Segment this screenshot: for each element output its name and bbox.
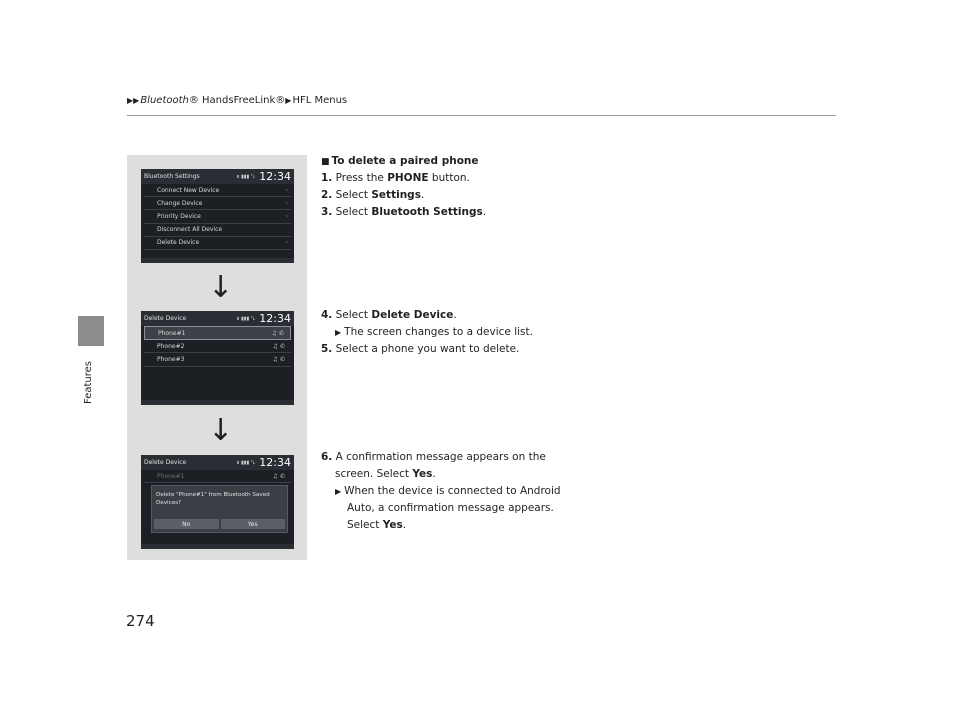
menu-item-delete-device[interactable] bbox=[144, 237, 291, 250]
music-phone-icon: ♫ ✆ bbox=[272, 342, 285, 350]
device-label: Phone#1 bbox=[158, 329, 186, 337]
step-text: Press the bbox=[335, 172, 388, 184]
step-bold: Yes bbox=[412, 468, 433, 480]
step-6-note-cont2 bbox=[321, 517, 561, 534]
breadcrumb-part-3: HFL Menus bbox=[292, 95, 348, 106]
confirm-dialog bbox=[151, 485, 288, 533]
down-arrow-icon: ↓ bbox=[208, 270, 234, 305]
screen-clock: 12:34 bbox=[259, 456, 291, 469]
step-text: A confirmation message appears on the bbox=[335, 451, 546, 463]
screen-header bbox=[141, 455, 294, 470]
step-text: Select bbox=[335, 309, 372, 321]
step-4 bbox=[321, 307, 533, 324]
result-text: The screen changes to a device list. bbox=[344, 326, 533, 338]
step-bold: Delete Device bbox=[371, 309, 454, 321]
step-number: 4. bbox=[321, 309, 333, 321]
step-1 bbox=[321, 170, 486, 187]
section-heading bbox=[321, 153, 479, 171]
step-6-block bbox=[321, 449, 561, 534]
music-phone-icon: ♫ ✆ bbox=[272, 472, 285, 480]
steps-1-3 bbox=[321, 170, 486, 221]
note-text: When the device is connected to Android bbox=[344, 485, 561, 497]
step-bold: PHONE bbox=[387, 172, 429, 184]
step-6-note bbox=[321, 483, 561, 500]
menu-item-connect-new-device[interactable] bbox=[144, 184, 291, 197]
device-label: Phone#3 bbox=[157, 355, 185, 363]
chevron-right-icon: › bbox=[285, 199, 288, 207]
chevron-right-icon: › bbox=[285, 212, 288, 220]
breadcrumb-arrow-icon: ▶▶ bbox=[127, 96, 140, 105]
dialog-message: Delete "Phone#1" from Bluetooth Saved Devices? bbox=[156, 492, 270, 506]
note-text: Auto, a confirmation message appears. bbox=[347, 502, 554, 514]
menu-item-label: Priority Device bbox=[157, 212, 201, 220]
step-5 bbox=[321, 341, 533, 358]
menu-item-label: Connect New Device bbox=[157, 186, 220, 194]
step-text: . bbox=[453, 309, 457, 321]
menu-item-priority-device[interactable] bbox=[144, 210, 291, 223]
section-tab bbox=[78, 316, 104, 346]
step-number: 1. bbox=[321, 172, 333, 184]
step-text: button. bbox=[428, 172, 470, 184]
menu-item-disconnect-all-device[interactable] bbox=[144, 224, 291, 237]
heading-text: To delete a paired phone bbox=[331, 155, 479, 167]
result-arrow-icon: ▶ bbox=[335, 487, 342, 496]
down-arrow-icon: ↓ bbox=[208, 413, 234, 448]
breadcrumb-arrow-icon: ▶ bbox=[285, 96, 292, 105]
page-number: 274 bbox=[126, 612, 155, 630]
step-number: 5. bbox=[321, 343, 333, 355]
device-item-phone2[interactable] bbox=[144, 340, 291, 353]
screen-footer bbox=[141, 400, 294, 405]
chevron-right-icon: › bbox=[285, 186, 288, 194]
no-button[interactable]: No bbox=[154, 519, 219, 529]
screen-header bbox=[141, 311, 294, 326]
delete-confirm-screen bbox=[141, 455, 294, 549]
step-text: Select a phone you want to delete. bbox=[335, 343, 520, 355]
step-6 bbox=[321, 449, 561, 466]
step-6-line2 bbox=[321, 466, 561, 483]
screen-header bbox=[141, 169, 294, 184]
yes-button[interactable]: Yes bbox=[221, 519, 286, 529]
step-6-note-cont bbox=[321, 500, 561, 517]
screen-clock: 12:34 bbox=[259, 170, 291, 183]
step-2 bbox=[321, 187, 486, 204]
step-3 bbox=[321, 204, 486, 221]
step-text: . bbox=[432, 468, 436, 480]
music-phone-icon: ♫ ✆ bbox=[271, 329, 284, 337]
screen-title: Delete Device bbox=[144, 459, 187, 466]
note-text: Select bbox=[347, 519, 383, 531]
delete-device-screen bbox=[141, 311, 294, 405]
step-bold: Yes bbox=[382, 519, 403, 531]
breadcrumb-part-2: ® HandsFreeLink® bbox=[188, 95, 286, 106]
result-arrow-icon: ▶ bbox=[335, 328, 342, 337]
breadcrumb bbox=[127, 95, 347, 106]
menu-item-label: Change Device bbox=[157, 199, 203, 207]
breadcrumb-part-1: Bluetooth bbox=[140, 95, 189, 106]
screen-clock: 12:34 bbox=[259, 312, 291, 325]
menu-item-label: Disconnect All Device bbox=[157, 226, 223, 234]
screen-footer bbox=[141, 544, 294, 549]
screen-title: Bluetooth Settings bbox=[144, 173, 200, 180]
device-item-phone3[interactable] bbox=[144, 353, 291, 366]
step-4-result bbox=[321, 324, 533, 341]
device-label: Phone#2 bbox=[157, 342, 185, 350]
step-text: . bbox=[482, 206, 487, 218]
screen-footer bbox=[141, 258, 294, 263]
status-indicators-icon: ʙ ▮▮▮ ᵀʟ bbox=[236, 315, 256, 322]
screen-title: Delete Device bbox=[144, 315, 187, 322]
status-indicators-icon: ʙ ▮▮▮ ᵀʟ bbox=[236, 459, 256, 466]
step-text: Select bbox=[335, 206, 372, 218]
header-rule bbox=[127, 115, 836, 116]
bluetooth-settings-screen bbox=[141, 169, 294, 263]
device-item-phone1[interactable] bbox=[144, 326, 291, 340]
square-bullet-icon: ■ bbox=[321, 157, 330, 167]
step-bold: Settings bbox=[371, 189, 421, 201]
note-text: . bbox=[402, 519, 407, 531]
chevron-right-icon: › bbox=[285, 239, 288, 247]
step-number: 2. bbox=[321, 189, 333, 201]
menu-item-label: Delete Device bbox=[157, 239, 200, 247]
step-number: 3. bbox=[321, 206, 333, 218]
step-text: . bbox=[420, 189, 425, 201]
step-text: Select bbox=[335, 189, 372, 201]
side-label: Features bbox=[83, 361, 94, 404]
status-indicators-icon: ʙ ▮▮▮ ᵀʟ bbox=[236, 173, 256, 180]
music-phone-icon: ♫ ✆ bbox=[272, 355, 285, 363]
menu-item-change-device[interactable] bbox=[144, 197, 291, 210]
step-number: 6. bbox=[321, 451, 333, 463]
device-label: Phone#1 bbox=[157, 472, 185, 480]
device-item-phone1-dimmed bbox=[144, 470, 291, 483]
step-bold: Bluetooth Settings bbox=[371, 206, 483, 218]
step-text: screen. Select bbox=[335, 468, 413, 480]
steps-4-5 bbox=[321, 307, 533, 358]
